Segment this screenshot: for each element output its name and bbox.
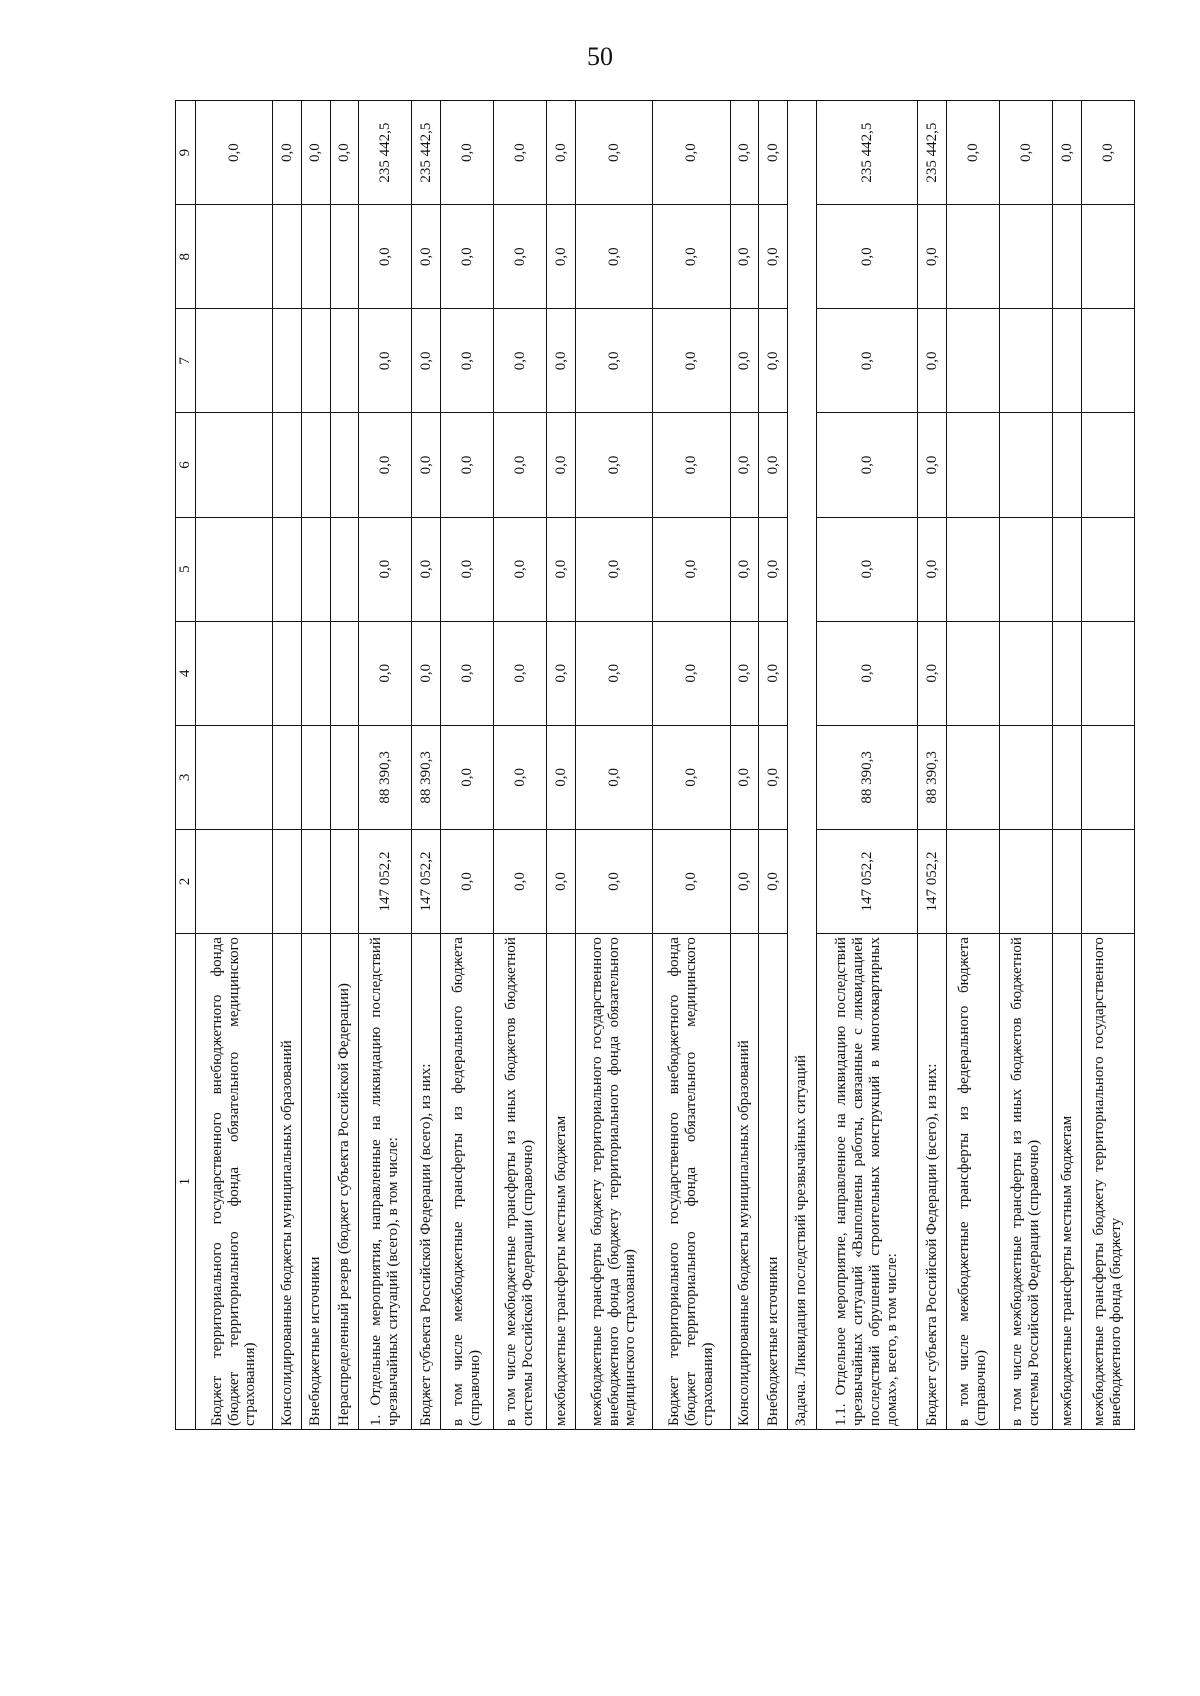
cell-value: 88 390,3 xyxy=(816,725,918,829)
cell-value: 0,0 xyxy=(1053,101,1082,205)
row-label: 1. Отдельные мероприятия, направленные на ликвидацию последствий чрезвычайных ситуаций (всего), в том числе: xyxy=(359,934,412,1430)
cell-value xyxy=(1000,517,1053,621)
cell-value: 0,0 xyxy=(653,101,730,205)
cell-value: 0,0 xyxy=(547,309,576,413)
cell-value: 0,0 xyxy=(918,621,947,725)
row-label: Внебюджетные источники xyxy=(301,934,330,1430)
cell-value xyxy=(195,413,272,517)
column-header-5: 5 xyxy=(176,517,196,621)
table-row xyxy=(1081,101,1134,1430)
cell-value: 0,0 xyxy=(653,621,730,725)
cell-value xyxy=(1053,725,1082,829)
cell-value: 88 390,3 xyxy=(412,725,441,829)
cell-value: 0,0 xyxy=(575,309,652,413)
cell-value xyxy=(947,517,1000,621)
cell-value xyxy=(1053,621,1082,725)
cell-value: 235 442,5 xyxy=(412,101,441,205)
cell-value xyxy=(273,413,302,517)
cell-value xyxy=(1081,413,1134,517)
cell-value xyxy=(1000,205,1053,309)
table-row xyxy=(547,101,576,1430)
column-header-7: 7 xyxy=(176,309,196,413)
table-row xyxy=(330,101,359,1430)
cell-value xyxy=(330,725,359,829)
cell-value xyxy=(301,517,330,621)
table-row xyxy=(412,101,441,1430)
cell-value xyxy=(330,621,359,725)
row-label: межбюджетные трансферты бюджету территориального государственного внебюджетного фонда (бюджету xyxy=(1081,934,1134,1430)
cell-value xyxy=(195,829,272,933)
row-label: Бюджет субъекта Российской Федерации (всего), из них: xyxy=(412,934,441,1430)
cell-value: 0,0 xyxy=(359,517,412,621)
table-row xyxy=(730,101,759,1430)
cell-value xyxy=(301,621,330,725)
table-row xyxy=(359,101,412,1430)
cell-value xyxy=(947,413,1000,517)
table-header xyxy=(176,101,196,1430)
cell-value: 0,0 xyxy=(730,309,759,413)
cell-value: 0,0 xyxy=(440,101,493,205)
cell-value xyxy=(947,725,1000,829)
cell-value: 0,0 xyxy=(575,621,652,725)
cell-value: 0,0 xyxy=(494,413,547,517)
table-row xyxy=(301,101,330,1430)
row-label: в том числе межбюджетные трансферты из федерального бюджета (справочно) xyxy=(440,934,493,1430)
cell-value: 0,0 xyxy=(547,725,576,829)
cell-value xyxy=(301,829,330,933)
cell-value: 0,0 xyxy=(653,725,730,829)
column-header-1: 1 xyxy=(176,934,196,1430)
cell-value: 0,0 xyxy=(816,621,918,725)
cell-value xyxy=(301,725,330,829)
cell-value: 0,0 xyxy=(547,413,576,517)
cell-value: 0,0 xyxy=(494,829,547,933)
cell-value: 0,0 xyxy=(730,621,759,725)
cell-value xyxy=(195,725,272,829)
cell-value xyxy=(1081,725,1134,829)
cell-value: 0,0 xyxy=(918,517,947,621)
cell-value xyxy=(301,205,330,309)
cell-value xyxy=(195,621,272,725)
cell-value xyxy=(1081,829,1134,933)
cell-value: 0,0 xyxy=(816,309,918,413)
cell-value: 0,0 xyxy=(653,517,730,621)
cell-value: 0,0 xyxy=(412,517,441,621)
cell-value xyxy=(195,205,272,309)
cell-value: 0,0 xyxy=(195,101,272,205)
cell-value: 88 390,3 xyxy=(359,725,412,829)
cell-value xyxy=(330,517,359,621)
rotated-table-wrapper xyxy=(175,100,1135,1430)
cell-value xyxy=(330,413,359,517)
page-number: 50 xyxy=(587,42,613,71)
cell-value xyxy=(195,309,272,413)
cell-value: 0,0 xyxy=(494,517,547,621)
table-row xyxy=(787,101,816,1430)
cell-value: 0,0 xyxy=(412,205,441,309)
cell-value: 0,0 xyxy=(494,205,547,309)
cell-value xyxy=(195,517,272,621)
cell-value: 0,0 xyxy=(730,101,759,205)
cell-value: 0,0 xyxy=(547,101,576,205)
cell-value xyxy=(1000,829,1053,933)
table-row xyxy=(816,101,918,1430)
cell-value: 0,0 xyxy=(1000,101,1053,205)
cell-value: 235 442,5 xyxy=(816,101,918,205)
cell-value: 0,0 xyxy=(918,205,947,309)
cell-value xyxy=(1053,517,1082,621)
row-label: межбюджетные трансферты бюджету территориального государственного внебюджетного фонда (бюджету территориального фонда обязательного медицинского страхования) xyxy=(575,934,652,1430)
cell-value: 0,0 xyxy=(759,101,788,205)
cell-value xyxy=(301,413,330,517)
cell-value xyxy=(1081,205,1134,309)
budget-table xyxy=(175,100,1135,1430)
cell-value xyxy=(273,621,302,725)
cell-value: 0,0 xyxy=(730,205,759,309)
cell-value: 0,0 xyxy=(412,309,441,413)
cell-value: 0,0 xyxy=(575,205,652,309)
table-row xyxy=(1053,101,1082,1430)
cell-value: 0,0 xyxy=(440,205,493,309)
cell-value: 0,0 xyxy=(1081,101,1134,205)
cell-value xyxy=(273,725,302,829)
cell-value: 147 052,2 xyxy=(359,829,412,933)
cell-value: 0,0 xyxy=(547,205,576,309)
cell-value: 0,0 xyxy=(547,517,576,621)
row-label: Бюджет территориального государственного внебюджетного фонда (бюджет территориального фонда обязательного медицинского страхования) xyxy=(195,934,272,1430)
cell-value xyxy=(1000,309,1053,413)
table-row xyxy=(273,101,302,1430)
cell-value: 0,0 xyxy=(759,829,788,933)
column-header-2: 2 xyxy=(176,829,196,933)
cell-value: 0,0 xyxy=(653,205,730,309)
row-label: Задача. Ликвидация последствий чрезвычайных ситуаций xyxy=(787,101,816,1430)
cell-value: 0,0 xyxy=(412,621,441,725)
cell-value xyxy=(1053,829,1082,933)
cell-value: 0,0 xyxy=(653,309,730,413)
column-header-4: 4 xyxy=(176,621,196,725)
cell-value xyxy=(273,829,302,933)
cell-value: 0,0 xyxy=(759,309,788,413)
cell-value: 0,0 xyxy=(494,101,547,205)
cell-value xyxy=(1053,309,1082,413)
cell-value: 0,0 xyxy=(440,621,493,725)
cell-value: 0,0 xyxy=(730,725,759,829)
row-label: 1.1. Отдельное мероприятие, направленное на ликвидацию последствий чрезвычайных ситуаций «Выполнены работы, связанные с ликвидацией последствий обрушений строительных конструкций в многоквартирных домах», всего, в том числе: xyxy=(816,934,918,1430)
cell-value: 235 442,5 xyxy=(918,101,947,205)
cell-value: 0,0 xyxy=(947,101,1000,205)
row-label: Консолидированные бюджеты муниципальных образований xyxy=(730,934,759,1430)
table-row xyxy=(1000,101,1053,1430)
column-header-6: 6 xyxy=(176,413,196,517)
header-row xyxy=(176,101,196,1430)
cell-value xyxy=(273,205,302,309)
cell-value xyxy=(273,309,302,413)
column-header-9: 9 xyxy=(176,101,196,205)
row-label: межбюджетные трансферты местным бюджетам xyxy=(1053,934,1082,1430)
cell-value: 0,0 xyxy=(759,205,788,309)
row-label: в том числе межбюджетные трансферты из иных бюджетов бюджетной системы Российской Федерации (справочно) xyxy=(1000,934,1053,1430)
cell-value xyxy=(330,205,359,309)
cell-value: 0,0 xyxy=(440,413,493,517)
cell-value: 0,0 xyxy=(330,101,359,205)
row-label: Бюджет территориального государственного внебюджетного фонда (бюджет территориального фонда обязательного медицинского страхования) xyxy=(653,934,730,1430)
cell-value: 0,0 xyxy=(575,413,652,517)
cell-value xyxy=(1081,621,1134,725)
cell-value: 0,0 xyxy=(575,517,652,621)
cell-value xyxy=(1081,517,1134,621)
table-row xyxy=(947,101,1000,1430)
cell-value: 0,0 xyxy=(412,413,441,517)
cell-value: 88 390,3 xyxy=(918,725,947,829)
row-label: в том числе межбюджетные трансферты из федерального бюджета (справочно) xyxy=(947,934,1000,1430)
cell-value: 0,0 xyxy=(359,309,412,413)
cell-value: 0,0 xyxy=(440,309,493,413)
cell-value: 0,0 xyxy=(494,309,547,413)
cell-value xyxy=(1000,725,1053,829)
cell-value xyxy=(330,309,359,413)
cell-value: 0,0 xyxy=(759,413,788,517)
cell-value: 0,0 xyxy=(575,101,652,205)
cell-value: 0,0 xyxy=(730,829,759,933)
table-row xyxy=(653,101,730,1430)
cell-value xyxy=(1000,413,1053,517)
cell-value xyxy=(1053,413,1082,517)
cell-value: 147 052,2 xyxy=(918,829,947,933)
cell-value: 0,0 xyxy=(359,205,412,309)
cell-value: 0,0 xyxy=(440,829,493,933)
cell-value xyxy=(1081,309,1134,413)
cell-value xyxy=(1053,205,1082,309)
row-label: Внебюджетные источники xyxy=(759,934,788,1430)
column-header-8: 8 xyxy=(176,205,196,309)
table-body xyxy=(195,101,1134,1430)
cell-value: 0,0 xyxy=(759,621,788,725)
cell-value: 0,0 xyxy=(494,725,547,829)
cell-value: 0,0 xyxy=(730,413,759,517)
table-row xyxy=(575,101,652,1430)
cell-value xyxy=(273,517,302,621)
cell-value: 147 052,2 xyxy=(816,829,918,933)
table-row xyxy=(440,101,493,1430)
cell-value xyxy=(1000,621,1053,725)
cell-value: 0,0 xyxy=(359,621,412,725)
cell-value xyxy=(947,205,1000,309)
row-label: Нераспределенный резерв (бюджет субъекта Российской Федерации) xyxy=(330,934,359,1430)
table-row xyxy=(494,101,547,1430)
table-row xyxy=(195,101,272,1430)
cell-value: 0,0 xyxy=(730,517,759,621)
cell-value xyxy=(330,829,359,933)
table-row xyxy=(759,101,788,1430)
cell-value: 0,0 xyxy=(653,829,730,933)
cell-value: 0,0 xyxy=(359,413,412,517)
cell-value: 0,0 xyxy=(816,413,918,517)
column-header-3: 3 xyxy=(176,725,196,829)
cell-value xyxy=(947,829,1000,933)
cell-value: 0,0 xyxy=(575,725,652,829)
cell-value: 0,0 xyxy=(759,517,788,621)
cell-value: 0,0 xyxy=(440,517,493,621)
row-label: в том числе межбюджетные трансферты из иных бюджетов бюджетной системы Российской Федерации (справочно) xyxy=(494,934,547,1430)
cell-value: 147 052,2 xyxy=(412,829,441,933)
row-label: межбюджетные трансферты местным бюджетам xyxy=(547,934,576,1430)
row-label: Бюджет субъекта Российской Федерации (всего), из них: xyxy=(918,934,947,1430)
row-label: Консолидированные бюджеты муниципальных образований xyxy=(273,934,302,1430)
cell-value: 0,0 xyxy=(440,725,493,829)
cell-value: 235 442,5 xyxy=(359,101,412,205)
cell-value: 0,0 xyxy=(575,829,652,933)
cell-value: 0,0 xyxy=(918,413,947,517)
table-row xyxy=(918,101,947,1430)
cell-value: 0,0 xyxy=(547,829,576,933)
cell-value: 0,0 xyxy=(759,725,788,829)
cell-value: 0,0 xyxy=(653,413,730,517)
cell-value: 0,0 xyxy=(301,101,330,205)
cell-value: 0,0 xyxy=(816,205,918,309)
cell-value xyxy=(301,309,330,413)
cell-value: 0,0 xyxy=(918,309,947,413)
cell-value: 0,0 xyxy=(494,621,547,725)
cell-value: 0,0 xyxy=(273,101,302,205)
cell-value xyxy=(947,309,1000,413)
cell-value xyxy=(947,621,1000,725)
cell-value: 0,0 xyxy=(816,517,918,621)
cell-value: 0,0 xyxy=(547,621,576,725)
